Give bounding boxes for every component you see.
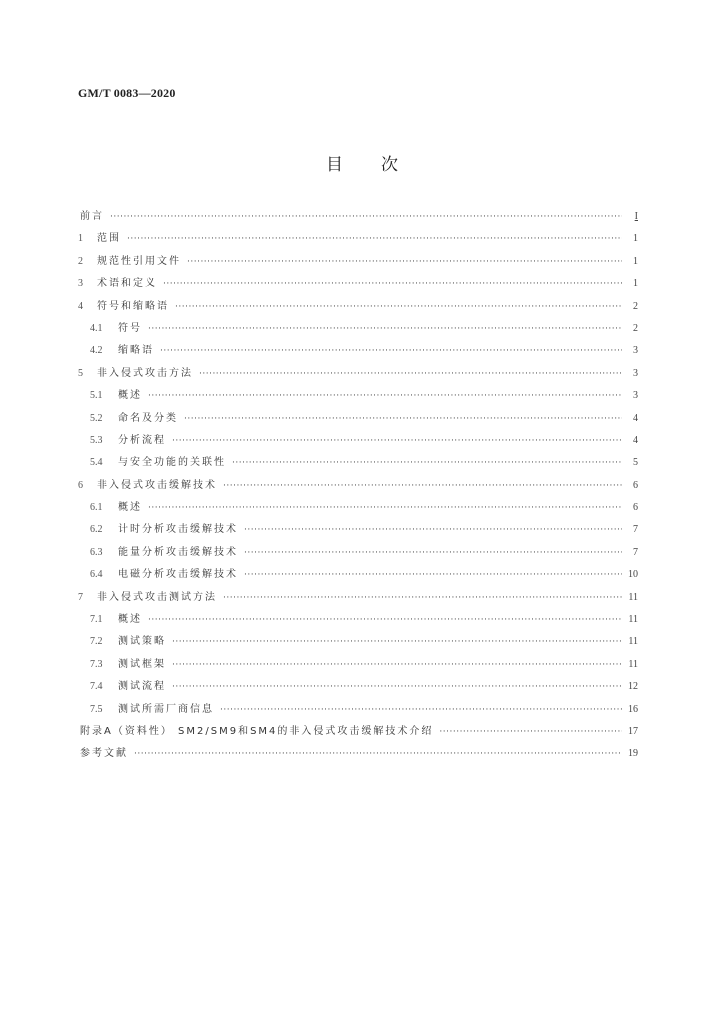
toc-entry-page: 7 (633, 524, 638, 536)
toc-leader-dots (148, 497, 622, 519)
toc-entry-page: 10 (628, 569, 638, 581)
toc-entry-page: 3 (633, 367, 638, 379)
toc-entry-label: 符号和缩略语 (97, 300, 169, 312)
toc-leader-dots (148, 609, 622, 631)
toc-entry[interactable] (78, 206, 638, 228)
toc-leader-dots (110, 206, 622, 228)
toc-entry[interactable] (78, 676, 638, 698)
toc-leader-dots (160, 340, 622, 362)
toc-entry-page: 11 (628, 614, 638, 626)
document-code: GM/T 0083—2020 (78, 86, 176, 100)
toc-entry-page: 4 (633, 434, 638, 446)
toc-entry[interactable] (78, 408, 638, 430)
toc-leader-dots (223, 475, 622, 497)
toc-entry[interactable] (78, 318, 638, 340)
toc-leader-dots (127, 228, 622, 250)
toc-leader-dots (244, 519, 622, 541)
toc-entry-page: 7 (633, 546, 638, 558)
toc-entry-number: 5 (78, 367, 83, 379)
toc-leader-dots (244, 542, 622, 564)
toc-entry[interactable] (78, 385, 638, 407)
toc-entry-page: 11 (628, 658, 638, 670)
toc-entry-label: 分析流程 (118, 434, 166, 446)
toc-leader-dots (175, 296, 622, 318)
toc-entry-number: 1 (78, 233, 83, 245)
toc-entry[interactable] (78, 743, 638, 765)
toc-entry[interactable] (78, 721, 638, 743)
toc-entry[interactable] (78, 497, 638, 519)
toc-entry-label: 符号 (118, 322, 142, 334)
toc-entry-page: I (634, 211, 638, 222)
toc-entry[interactable] (78, 363, 638, 385)
toc-entry[interactable] (78, 296, 638, 318)
toc-leader-dots (199, 363, 622, 385)
toc-entry[interactable] (78, 228, 638, 250)
toc-entry-page: 5 (633, 457, 638, 469)
toc-entry-number: 7.5 (90, 703, 103, 715)
toc-entry-label: 非入侵式攻击方法 (97, 367, 193, 379)
toc-entry-page: 1 (633, 255, 638, 267)
toc-leader-dots (172, 631, 622, 653)
toc-entry-number: 4 (78, 300, 83, 312)
toc-entry[interactable] (78, 542, 638, 564)
toc-entry-label: 测试流程 (118, 681, 166, 693)
toc-entry-label: 命名及分类 (118, 412, 178, 424)
toc-entry[interactable] (78, 340, 638, 362)
toc-entry-label: 测试策略 (118, 636, 166, 648)
toc-entry-number: 5.1 (90, 390, 103, 402)
toc-leader-dots (223, 587, 622, 609)
toc-entry-number: 7.3 (90, 658, 103, 670)
toc-entry-label: 范围 (97, 233, 121, 245)
toc-entry-number: 7.4 (90, 681, 103, 693)
toc-entry[interactable] (78, 273, 638, 295)
toc-leader-dots (220, 699, 622, 721)
toc-entry-label: 概述 (118, 390, 142, 402)
toc-entry-number: 5.4 (90, 457, 103, 469)
toc-entry[interactable] (78, 251, 638, 273)
toc-leader-dots (172, 430, 622, 452)
toc-entry-label: 测试框架 (118, 658, 166, 670)
toc-entry-page: 6 (633, 502, 638, 514)
toc-leader-dots (148, 318, 622, 340)
toc-entry-label: 非入侵式攻击缓解技术 (97, 479, 217, 491)
toc-entry-page: 11 (628, 636, 638, 648)
toc-entry-page: 1 (633, 278, 638, 290)
toc-entry-page: 17 (628, 725, 638, 737)
toc-entry[interactable] (78, 430, 638, 452)
toc-leader-dots (187, 251, 622, 273)
toc-entry-page: 6 (633, 479, 638, 491)
toc-entry-number: 5.3 (90, 434, 103, 446)
toc-entry-number: 6.1 (90, 502, 103, 514)
toc-entry-page: 16 (628, 703, 638, 715)
toc-entry-label: 电磁分析攻击缓解技术 (118, 569, 238, 581)
toc-entry-number: 3 (78, 278, 83, 290)
toc-entry[interactable] (78, 564, 638, 586)
toc-entry-page: 1 (633, 233, 638, 245)
toc-entry-number: 6.2 (90, 524, 103, 536)
toc-entry-number: 2 (78, 255, 83, 267)
toc-entry-label: 概述 (118, 614, 142, 626)
toc-entry-number: 6.3 (90, 546, 103, 558)
toc-leader-dots (134, 743, 622, 765)
toc-entry-number: 7 (78, 591, 83, 603)
toc-entry[interactable] (78, 654, 638, 676)
toc-entry-label: 附录A（资料性） SM2/SM9和SM4的非入侵式攻击缓解技术介绍 (80, 725, 434, 737)
toc-entry-number: 5.2 (90, 412, 103, 424)
toc-entry[interactable] (78, 475, 638, 497)
toc-entry-page: 3 (633, 345, 638, 357)
toc-entry-label: 测试所需厂商信息 (118, 703, 214, 715)
toc-entry-number: 4.1 (90, 322, 103, 334)
toc-leader-dots (148, 385, 622, 407)
toc-leader-dots (172, 676, 622, 698)
toc-entry-number: 7.1 (90, 614, 103, 626)
toc-entry-label: 参考文献 (80, 748, 128, 760)
toc-entry[interactable] (78, 519, 638, 541)
toc-entry-page: 11 (628, 591, 638, 603)
toc-entry-page: 12 (628, 681, 638, 693)
toc-entry[interactable] (78, 587, 638, 609)
toc-entry-page: 19 (628, 748, 638, 760)
toc-entry-number: 6 (78, 479, 83, 491)
toc-entry[interactable] (78, 452, 638, 474)
toc-entry-number: 6.4 (90, 569, 103, 581)
toc-leader-dots (184, 408, 622, 430)
toc-entry[interactable] (78, 609, 638, 631)
toc-entry-label: 术语和定义 (97, 278, 157, 290)
toc-entry-page: 2 (633, 322, 638, 334)
toc-entry-label: 概述 (118, 502, 142, 514)
toc-entry-label: 与安全功能的关联性 (118, 457, 226, 469)
toc-entry-label: 缩略语 (118, 345, 154, 357)
toc-entry-label: 计时分析攻击缓解技术 (118, 524, 238, 536)
toc-entry-label: 非入侵式攻击测试方法 (97, 591, 217, 603)
toc-entry-page: 2 (633, 300, 638, 312)
toc-entry-number: 7.2 (90, 636, 103, 648)
toc-entry-number: 4.2 (90, 345, 103, 357)
toc-leader-dots (163, 273, 622, 295)
toc-entry-page: 3 (633, 390, 638, 402)
toc-entry[interactable] (78, 631, 638, 653)
toc-entry-label: 能量分析攻击缓解技术 (118, 546, 238, 558)
toc-leader-dots (439, 721, 622, 743)
toc-entry[interactable] (78, 699, 638, 721)
toc-leader-dots (172, 654, 622, 676)
table-of-contents (78, 206, 638, 766)
toc-leader-dots (244, 564, 622, 586)
toc-entry-label: 规范性引用文件 (97, 255, 181, 267)
toc-leader-dots (232, 452, 622, 474)
toc-entry-label: 前言 (80, 211, 104, 222)
toc-entry-page: 4 (633, 412, 638, 424)
page-title: 目次 (326, 155, 436, 175)
